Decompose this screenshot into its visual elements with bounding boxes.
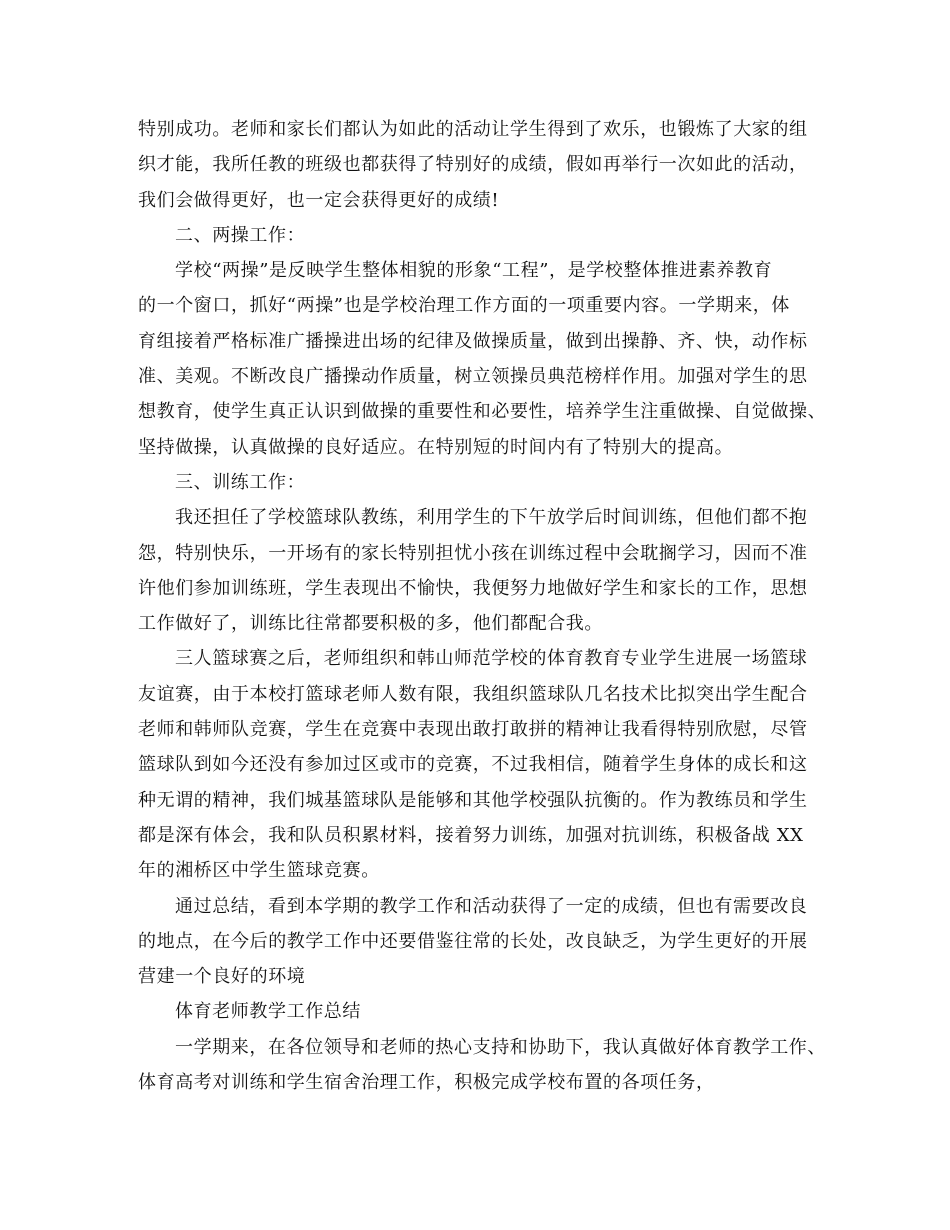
document-subtitle: 体育老师教学工作总结	[175, 1001, 361, 1023]
section-heading-training: 三、训练工作：	[175, 471, 306, 493]
text-line-5: 学校“两操”是反映学生整体相貌的形象“工程”，是学校整体推进素养教育	[175, 260, 773, 282]
text-line-1: 特别成功。老师和家长们都认为如此的活动让学生得到了欢乐，也锻炼了大家的组	[138, 119, 808, 140]
text-line-6: 的一个窗口，抓好“两操”也是学校治理工作方面的一项重要内容。一学期来，体	[138, 295, 791, 317]
text-line-8: 准、美观。不断改良广播操动作质量，树立领操员典范榜样作用。加强对学生的思	[138, 366, 808, 388]
text-line-23: 通过总结，看到本学期的教学工作和活动获得了一定的成绩，但也有需要改良	[175, 895, 808, 917]
text-line-10: 坚持做操，认真做操的良好适应。在特别短的时间内有了特别大的提高。	[138, 436, 734, 458]
text-line-22: 年的湘桥区中学生篮球竞赛。	[138, 860, 380, 882]
text-line-9: 想教育，使学生真正认识到做操的重要性和必要性，培养学生注重做操、自觉做操、	[138, 401, 827, 423]
text-line-2: 织才能，我所任教的班级也都获得了特别好的成绩，假如再举行一次如此的活动，	[138, 154, 808, 176]
text-line-15: 工作做好了，训练比往常都要积极的多，他们都配合我。	[138, 613, 603, 635]
text-line-20: 种无谓的精神，我们城基篮球队是能够和其他学校强队抗衡的。作为教练员和学生	[138, 789, 808, 811]
text-line-28: 体育高考对训练和学生宿舍治理工作，积极完成学校布置的各项任务，	[138, 1072, 715, 1094]
text-line-27: 一学期来，在各位领导和老师的热心支持和协助下，我认真做好体育教学工作、	[175, 1036, 826, 1058]
document-body	[138, 112, 828, 1100]
text-line-13: 怨，特别快乐，一开场有的家长特别担忧小孩在训练过程中会耽搁学习，因而不准	[138, 542, 808, 564]
text-line-14: 许他们参加训练班，学生表现出不愉快，我便努力地做好学生和家长的工作，思想	[138, 577, 808, 599]
text-line-3: 我们会做得更好，也一定会获得更好的成绩!	[138, 189, 500, 211]
text-line-16: 三人篮球赛之后，老师组织和韩山师范学校的体育教育专业学生进展一场篮球	[175, 648, 808, 670]
text-line-18: 老师和韩师队竞赛，学生在竞赛中表现出敢打敢拼的精神让我看得特别欣慰，尽管	[138, 719, 808, 741]
section-heading-two-exercises: 二、两操工作：	[175, 224, 306, 246]
text-line-24: 的地点，在今后的教学工作中还要借鉴往常的长处，改良缺乏，为学生更好的开展	[138, 930, 808, 952]
text-line-25: 营建一个良好的环境	[138, 966, 306, 988]
text-line-17: 友谊赛，由于本校打篮球老师人数有限，我组织篮球队几名技术比拟突出学生配合	[138, 683, 808, 705]
text-line-12: 我还担任了学校篮球队教练，利用学生的下午放学后时间训练，但他们都不抱	[175, 507, 808, 529]
text-line-21: 都是深有体会，我和队员积累材料，接着努力训练，加强对抗训练，积极备战 XX	[138, 824, 804, 846]
text-line-7: 育组接着严格标准广播操进出场的纪律及做操质量，做到出操静、齐、快，动作标	[138, 330, 808, 352]
text-line-19: 篮球队到如今还没有参加过区或市的竞赛，不过我相信，随着学生身体的成长和这	[138, 754, 808, 776]
